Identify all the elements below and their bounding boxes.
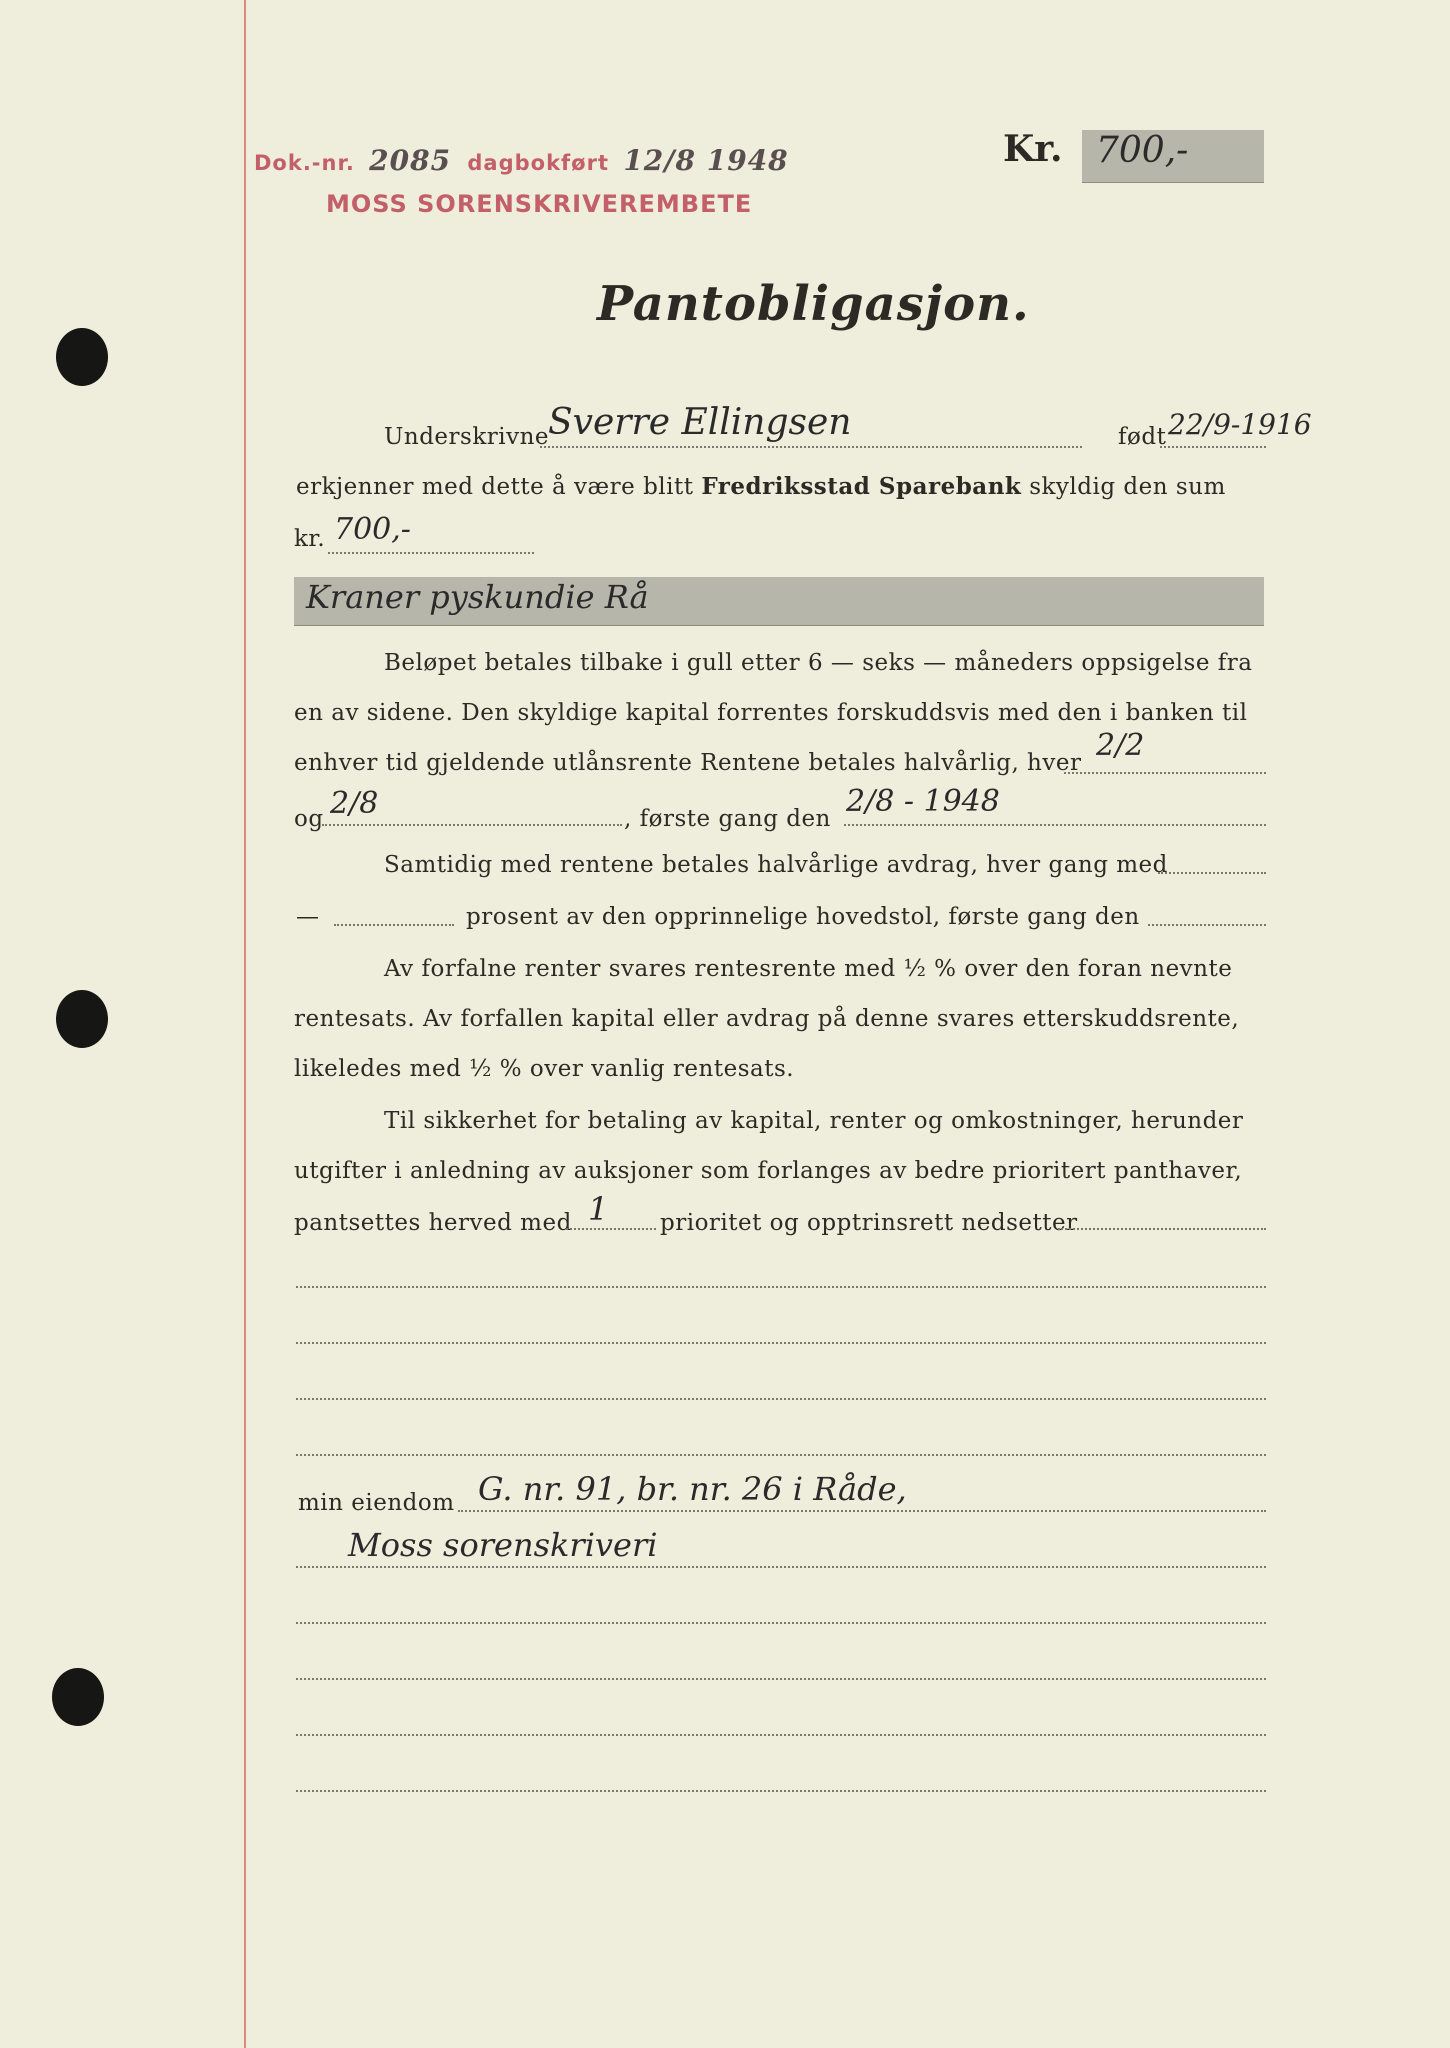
blank-line-4 [296,1454,1266,1456]
first-time-label: , første gang den [624,806,831,832]
repayment-line-1: Beløpet betales tilbake i gull etter 6 — seks — måneders oppsigelse fra [384,650,1253,676]
interest-date1-dots [1064,772,1266,774]
stamp-office: MOSS SORENSKRIVEREMBETE [326,190,753,218]
document-title: Pantobligasjon. [597,276,1030,332]
interest-date-1: 2/2 [1096,728,1145,763]
installment-dots-3 [1148,924,1266,926]
blank-line-6 [296,1678,1266,1680]
amount-value: 700,- [1096,130,1189,171]
bank-name: Fredriksstad Sparebank [701,473,1022,500]
punch-hole-top [56,328,108,386]
stamp-logged-label: dagbokført [467,151,609,175]
property-line-1: G. nr. 91, br. nr. 26 i Råde, [478,1470,907,1508]
property-line-2: Moss sorenskriveri [348,1526,658,1564]
interest-date-2: 2/8 [330,786,379,821]
security-line-3b: prioritet og opptrinsrett nedsetter [660,1210,1078,1236]
blank-line-3 [296,1398,1266,1400]
property-label: min eiendom [298,1490,455,1516]
sum-value: 700,- [334,512,411,547]
sum-dots [328,552,534,554]
acknowledge-start: erkjenner med dette å være blitt [296,474,694,500]
undersigned-dots [540,446,1082,448]
installment-line-1: Samtidig med rentene betales halvårlige avdrag, hver gang med [384,852,1168,878]
interest-line-1: Av forfalne renter svares rentesrente med ½ % over den foran nevnte [384,956,1233,982]
installment-dots-1 [1158,872,1266,874]
blank-line-8 [296,1790,1266,1792]
installment-line-2: prosent av den opprinnelige hovedstol, første gang den [466,904,1140,930]
security-line-1: Til sikkerhet for betaling av kapital, renter og omkostninger, herunder [384,1108,1244,1134]
first-time-date: 2/8 - 1948 [846,784,1000,819]
security-line-3a: pantsettes herved med [294,1210,572,1236]
punch-hole-bottom [52,1668,104,1726]
sum-kr-label: kr. [294,526,326,552]
acknowledge-text [296,473,1226,500]
installment-dash: — [296,904,320,930]
born-dots [1160,446,1266,448]
undersigned-name: Sverre Ellingsen [548,402,852,443]
property-dots-2 [296,1566,1266,1568]
interest-line-2: rentesats. Av forfallen kapital eller avdrag på denne svares etterskuddsrente, [294,1006,1240,1032]
security-dots [1058,1228,1266,1230]
interest-line-3: likeledes med ½ % over vanlig rentesats. [294,1056,795,1082]
red-margin-line [244,0,246,2048]
amount-label: Kr. [1003,128,1063,170]
priority-dots [566,1228,656,1230]
installment-dots-2 [334,924,454,926]
stamp-doc-label: Dok.-nr. [254,151,355,175]
repayment-line-2: en av sidene. Den skyldige kapital forrentes forskuddsvis med den i banken til [294,700,1248,726]
born-label: født [1118,424,1167,450]
blank-line-2 [296,1342,1266,1344]
stamp-line-1 [254,144,789,177]
security-line-2: utgifter i anledning av auksjoner som forlanges av bedre prioritert panthaver, [294,1158,1243,1184]
stamp-doc-number: 2085 [369,144,452,177]
stamp-logged-date: 12/8 1948 [623,144,789,177]
undersigned-label: Underskrivne [384,424,550,450]
og-label: og [294,806,324,832]
address-text: Kraner pyskundie Rå [306,578,649,616]
blank-line-1 [296,1286,1266,1288]
priority-value: 1 [588,1190,609,1228]
punch-hole-middle [56,990,108,1048]
blank-line-5 [296,1622,1266,1624]
born-date: 22/9-1916 [1168,408,1312,441]
repayment-line-3: enhver tid gjeldende utlånsrente Rentene betales halvårlig, hver [294,750,1082,776]
acknowledge-end: skyldig den sum [1029,474,1226,500]
interest-date2-dots [322,824,622,826]
blank-line-7 [296,1734,1266,1736]
property-dots-1 [458,1510,1266,1512]
first-time-dots [844,824,1266,826]
